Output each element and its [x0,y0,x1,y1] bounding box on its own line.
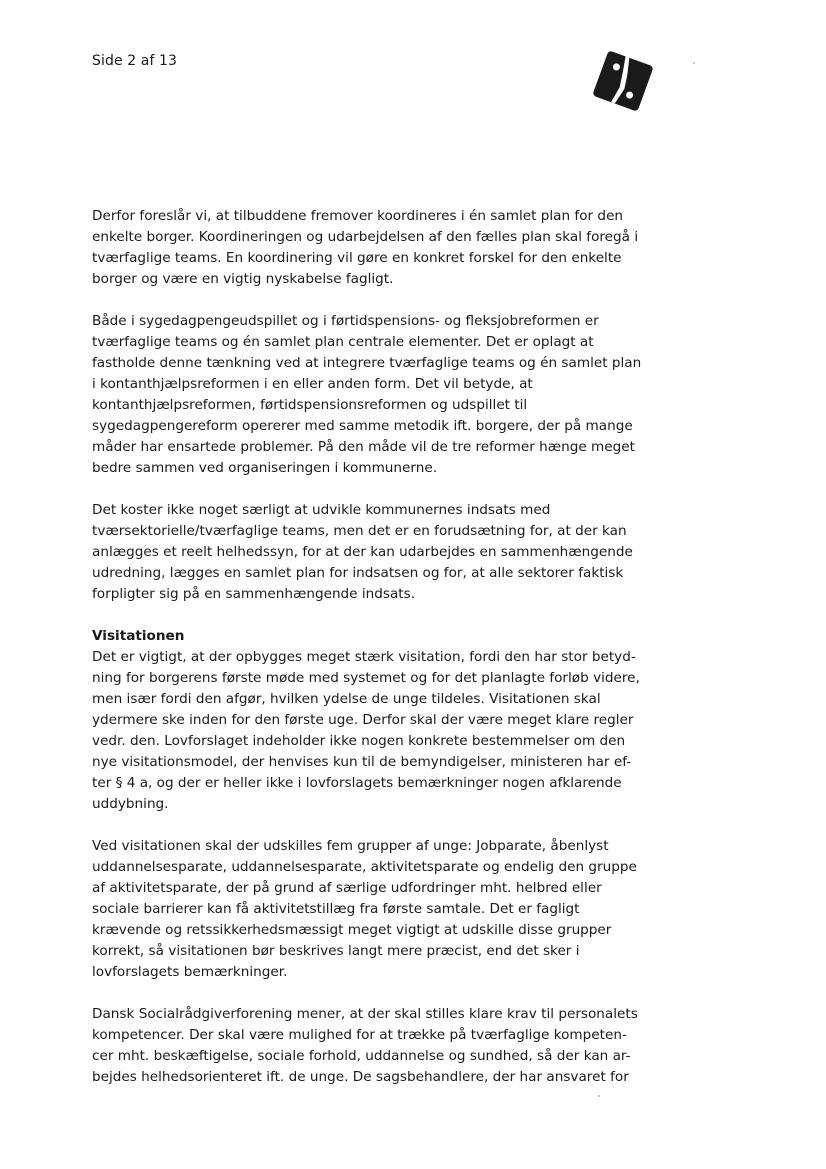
text-line: Det er vigtigt, at der opbygges meget stærk visitation, fordi den har stor betyd- [92,649,636,665]
text-line: krævende og retssikkerhedsmæssigt meget vigtigt at udskille disse grupper [92,922,612,938]
organisation-logo [590,48,656,114]
text-line: Derfor foreslår vi, at tilbuddene fremover koordineres i én samlet plan for den [92,208,624,224]
paragraph-spacer [92,290,672,311]
text-line: vedr. den. Lovforslaget indeholder ikke nogen konkrete bestemmelser om den [92,733,626,749]
text-line: cer mht. beskæftigelse, sociale forhold, uddannelse og sundhed, så der kan ar- [92,1048,631,1064]
text-line: kompetencer. Der skal være mulighed for at trække på tværfaglige kompeten- [92,1027,627,1043]
text-line: uddybning. [92,796,169,812]
text-line: ter § 4 a, og der er heller ikke i lovforslagets bemærkninger nogen afklarende [92,775,622,791]
text-line: borger og være en vigtig nyskabelse fagligt. [92,271,394,287]
scan-speck [693,62,695,64]
text-line: i kontanthjælpsreformen i en eller anden form. Det vil betyde, at [92,376,533,392]
document-body [92,206,672,1088]
paragraph [92,1004,672,1088]
text-line: anlægges et reelt helhedssyn, for at der kan udarbejdes en sammenhængende [92,544,633,560]
text-line: nye visitationsmodel, der henvises kun til de bemyndigelser, ministeren har ef- [92,754,632,770]
text-line: korrekt, så visitationen bør beskrives langt mere præcist, end det sker i [92,943,580,959]
paragraph-spacer [92,983,672,1004]
page-number: Side 2 af 13 [92,53,178,69]
section-visitationen [92,626,672,815]
text-line: ydermere ske inden for den første uge. Derfor skal der være meget klare regler [92,712,634,728]
text-line: udredning, lægges en samlet plan for indsatsen og for, at alle sektorer faktisk [92,565,624,581]
text-line: af aktivitetsparate, der på grund af særlige udfordringer mht. helbred eller [92,880,602,896]
text-line: ning for borgerens første møde med systemet og for det planlagte forløb videre, [92,670,640,686]
text-line: bejdes helhedsorienteret ift. de unge. De sagsbehandlere, der har ansvaret for [92,1069,629,1085]
paragraph-spacer [92,815,672,836]
text-line: tværfaglige teams. En koordinering vil gøre en konkret forskel for den enkelte [92,250,622,266]
text-line: fastholde denne tænkning ved at integrere tværfaglige teams og én samlet plan [92,355,642,371]
section-heading: Visitationen [92,628,185,644]
text-line: uddannelsesparate, uddannelsesparate, aktivitetsparate og endelig den gruppe [92,859,637,875]
text-line: kontanthjælpsreformen, førtidspensionsreformen og udspillet til [92,397,528,413]
logo-tile [592,50,654,112]
text-line: tværsektorielle/tværfaglige teams, men det er en forudsætning for, at der kan [92,523,627,539]
text-line: Både i sygedagpengeudspillet og i førtidspensions- og fleksjobreformen er [92,313,599,329]
paragraph [92,311,672,479]
text-line: enkelte borger. Koordineringen og udarbejdelsen af den fælles plan skal foregå i [92,229,639,245]
text-line: lovforslagets bemærkninger. [92,964,288,980]
paragraph-spacer [92,605,672,626]
paragraph [92,206,672,290]
paragraph [92,836,672,983]
text-line: tværfaglige teams og én samlet plan centrale elementer. Det er oplagt at [92,334,594,350]
text-line: men især fordi den afgør, hvilken ydelse de unge tildeles. Visitationen skal [92,691,601,707]
text-line: Ved visitationen skal der udskilles fem grupper af unge: Jobparate, åbenlyst [92,838,609,854]
text-line: forpligter sig på en sammenhængende indsats. [92,586,416,602]
paragraph [92,500,672,605]
text-line: måder har ensartede problemer. På den måde vil de tre reformer hænge meget [92,439,635,455]
paragraph-spacer [92,479,672,500]
text-line: bedre sammen ved organiseringen i kommunerne. [92,460,438,476]
text-line: Dansk Socialrådgiverforening mener, at der skal stilles klare krav til personalets [92,1006,638,1022]
scan-speck [598,1095,600,1097]
text-line: Det koster ikke noget særligt at udvikle kommunernes indsats med [92,502,551,518]
text-line: sociale barrierer kan få aktivitetstillæg fra første samtale. Det er fagligt [92,901,580,917]
text-line: sygedagpengereform opererer med samme metodik ift. borgere, der på mange [92,418,633,434]
